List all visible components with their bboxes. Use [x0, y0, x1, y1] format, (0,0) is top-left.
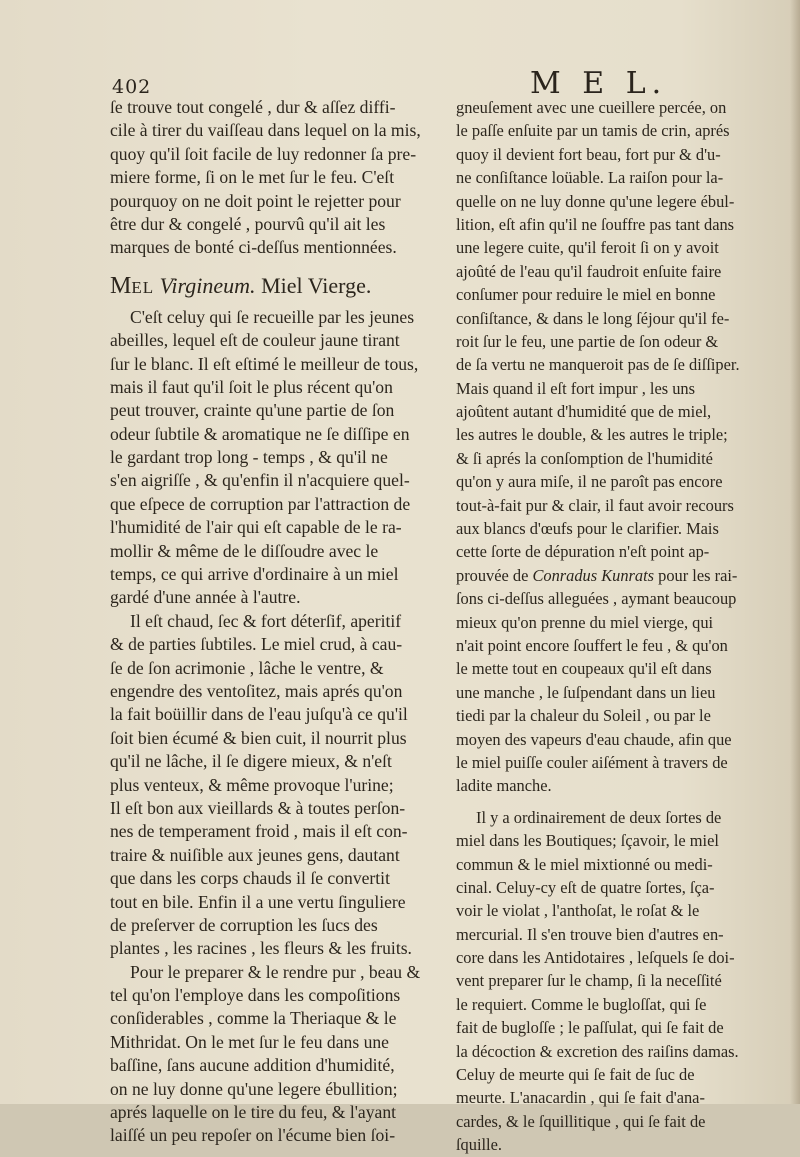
text-line: voir le violat , l'anthoſat, le roſat & le: [456, 901, 700, 921]
text-line: on ne luy donne qu'une legere ébullition;: [110, 1078, 398, 1099]
text-line: qu'on y aura miſe, il ne paroît pas encore: [456, 472, 723, 492]
text-line: mercurial. Il s'en trouve bien d'autres en-: [456, 924, 724, 944]
right-paragraph-1: [456, 96, 768, 798]
text-line: tout-à-fait pur & clair, il faut avoir recours: [456, 495, 734, 515]
text-line: le requiert. Comme le bugloſſat, qui ſe: [456, 994, 707, 1014]
text-line: nes de temperament froid , mais il eſt con-: [110, 821, 408, 842]
text-line: quoy il devient fort beau, fort pur & d'u-: [456, 144, 721, 164]
text-line: lition, eſt afin qu'il ne ſouffre pas tant dans: [456, 214, 735, 234]
paragraph-gap: [456, 798, 768, 806]
text-line: ſe de ſon acrimonie , lâche le ventre, &: [110, 657, 384, 678]
left-column: [110, 96, 442, 1148]
text-fragment: pour les rai-: [654, 565, 738, 585]
text-line: vent preparer ſur le champ, ſi la neceſſité: [456, 971, 722, 991]
text-line: commun & le miel mixtionné ou medi-: [456, 854, 713, 874]
text-line: tel qu'on l'employe dans les compoſitions: [110, 985, 401, 1006]
page-number: 402: [112, 76, 152, 98]
heading-small-caps: EL: [131, 277, 155, 297]
text-line: mollir & même de le diſſoudre avec le: [110, 540, 379, 561]
text-line: les autres le double, & les autres le triple;: [456, 425, 728, 445]
text-line: abeilles, lequel eſt de couleur jaune tirant: [110, 330, 400, 351]
text-line: cile à tirer du vaiſſeau dans lequel on la mis,: [110, 120, 421, 141]
text-line: n'ait point encore ſouffert le feu , & qu'on: [456, 635, 728, 655]
right-paragraph-2: [456, 806, 768, 1157]
text-line: Il eſt chaud, ſec & fort déterſif, aperitif: [130, 610, 402, 631]
text-fragment: prouvée de: [456, 565, 533, 585]
text-line: conſiſtance, & dans le long ſéjour qu'il fe-: [456, 308, 730, 328]
text-line: le gardant trop long - temps , & qu'il ne: [110, 447, 388, 468]
text-line: cardes, & le ſquillitique , qui ſe fait de: [456, 1111, 706, 1131]
text-line: baſſine, ſans aucune addition d'humidité,: [110, 1055, 395, 1076]
text-line: miel dans les Boutiques; ſçavoir, le miel: [456, 831, 719, 851]
text-line: Mithridat. On le met ſur le feu dans une: [110, 1031, 389, 1052]
text-line: ſoit bien écumé & bien cuit, il nourrit plus: [110, 727, 407, 748]
text-line: ſons ci-deſſus alleguées , aymant beaucoup: [456, 589, 737, 609]
text-line: Celuy de meurte qui ſe fait de ſuc de: [456, 1065, 695, 1085]
text-line: que eſpece de corruption par l'attraction de: [110, 493, 411, 514]
text-line: roit ſur le feu, une partie de ſon odeur &: [456, 331, 719, 351]
text-line: Mais quand il eſt fort impur , les uns: [456, 378, 696, 398]
heading-french: Miel Vierge.: [261, 272, 372, 298]
text-line: moyen des vapeurs d'eau chaude, afin que: [456, 729, 732, 749]
text-line: ladite manche.: [456, 776, 552, 796]
text-line: de preſerver de corruption les ſucs des: [110, 914, 378, 935]
text-line: tiedi par la chaleur du Soleil , ou par le: [456, 706, 711, 726]
text-line: plus venteux, & même provoque l'urine;: [110, 774, 394, 795]
text-line: C'eſt celuy qui ſe recueille par les jeunes: [130, 306, 415, 327]
text-line: tout en bile. Enfin il a une vertu ſinguliere: [110, 891, 406, 912]
text-line: odeur ſubtile & aromatique ne ſe diſſipe en: [110, 423, 410, 444]
text-line: s'en aigriſſe , & qu'enfin il n'acquiere quel-: [110, 470, 410, 491]
text-line: plantes , les racines , les fleurs & les fruits.: [110, 938, 412, 959]
author-name: Conradus Kunrats: [532, 565, 655, 585]
text-line: engendre des ventoſitez, mais aprés qu'on: [110, 680, 403, 701]
text-line: qu'il ne lâche, il ſe digere mieux, & n'eſt: [110, 751, 392, 772]
text-line: Il y a ordinairement de deux ſortes de: [476, 807, 722, 827]
text-line: laiſſé un peu repoſer on l'écume bien ſoi-: [110, 1125, 396, 1146]
text-line: le mette tout en coupeaux qu'il eſt dans: [456, 659, 712, 679]
running-head: M E L.: [530, 66, 668, 101]
text-line: une legere cuite, qu'il feroit ſi on y avoit: [456, 238, 719, 258]
text-line: la fait boüillir dans de l'eau juſqu'à ce qu'il: [110, 704, 408, 725]
text-line: conſumer pour reduire le miel en bonne: [456, 285, 716, 305]
text-line: quoy qu'il ſoit facile de luy redonner ſa pre-: [110, 143, 417, 164]
text-line: une manche , le ſuſpendant dans un lieu: [456, 682, 716, 702]
text-line: miere forme, ſi on le met ſur le feu. C'eſt: [110, 167, 395, 188]
heading-cap: M: [110, 272, 132, 299]
text-line: aux blancs d'œufs pour le clarifier. Mais: [456, 519, 719, 539]
text-line: core dans les Antidotaires , leſquels ſe doi-: [456, 948, 735, 968]
text-line: le paſſe enſuite par un tamis de crin, aprés: [456, 121, 730, 141]
text-line: traire & nuiſible aux jeunes gens, dautant: [110, 844, 400, 865]
text-line-with-author: [456, 564, 768, 587]
text-line: Il eſt bon aux vieillards & à toutes perſon-: [110, 797, 406, 818]
text-line: cette ſorte de dépuration n'eſt point ap-: [456, 542, 710, 562]
right-column: [456, 96, 768, 1157]
text-line: mieux qu'on prenne du miel vierge, qui: [456, 612, 714, 632]
left-paragraph-2: [110, 306, 442, 610]
text-line: & de parties ſubtiles. Le miel crud, à cau-: [110, 634, 403, 655]
left-paragraph-4: [110, 961, 442, 1148]
text-line: quelle on ne luy donne qu'une legere ébul-: [456, 191, 735, 211]
text-line: ajoûté de l'eau qu'il faudroit enſuite faire: [456, 261, 722, 281]
left-paragraph-1: [110, 96, 442, 260]
text-line: le miel puiſſe couler aiſément à travers de: [456, 752, 728, 772]
text-line: conſiderables , comme la Theriaque & le: [110, 1008, 397, 1029]
text-line: ſquille.: [456, 1135, 502, 1155]
text-line: gneuſement avec une cueillere percée, on: [456, 98, 727, 117]
text-line: cinal. Celuy-cy eſt de quatre ſortes, ſça-: [456, 877, 715, 897]
text-line: aprés laquelle on le tire du feu, & l'ayant: [110, 1102, 397, 1123]
text-line: Pour le preparer & le rendre pur , beau &: [130, 961, 421, 982]
text-line: meurte. L'anacardin , qui ſe fait d'ana-: [456, 1088, 705, 1108]
left-paragraph-3: [110, 610, 442, 961]
text-line: ſur le blanc. Il eſt eſtimé le meilleur de tous,: [110, 353, 419, 374]
text-line: mais il faut qu'il ſoit le plus récent qu'on: [110, 376, 393, 397]
text-line: peut trouver, crainte qu'une partie de ſon: [110, 400, 395, 421]
text-line: gardé d'une année à l'autre.: [110, 587, 301, 608]
text-line: ajoûtent autant d'humidité que de miel,: [456, 402, 712, 422]
text-line: ſe trouve tout congelé , dur & aſſez diffi-: [110, 97, 396, 117]
heading-latin: Virgineum.: [159, 272, 256, 298]
text-line: fait de bugloſſe ; le paſſulat, qui ſe fait de: [456, 1018, 724, 1038]
page-edge-shadow: [790, 0, 800, 1104]
text-line: l'humidité de l'air qui eſt capable de le ra-: [110, 517, 402, 538]
entry-heading: [110, 260, 442, 306]
text-line: être dur & congelé , pourvû qu'il ait les: [110, 213, 386, 234]
text-line: marques de bonté ci-deſſus mentionnées.: [110, 237, 397, 258]
text-line: de ſa vertu ne manqueroit pas de ſe diſſiper.: [456, 355, 740, 375]
text-line: pourquoy on ne doit point le rejetter pour: [110, 190, 401, 211]
text-line: ne conſiſtance loüable. La raiſon pour la-: [456, 168, 724, 188]
text-line: que dans les corps chauds il ſe convertit: [110, 868, 390, 889]
text-line: & ſi aprés la conſomption de l'humidité: [456, 448, 713, 468]
text-line: la décoction & excretion des raiſins damas.: [456, 1041, 739, 1061]
text-line: temps, ce qui arrive d'ordinaire à un miel: [110, 564, 399, 585]
